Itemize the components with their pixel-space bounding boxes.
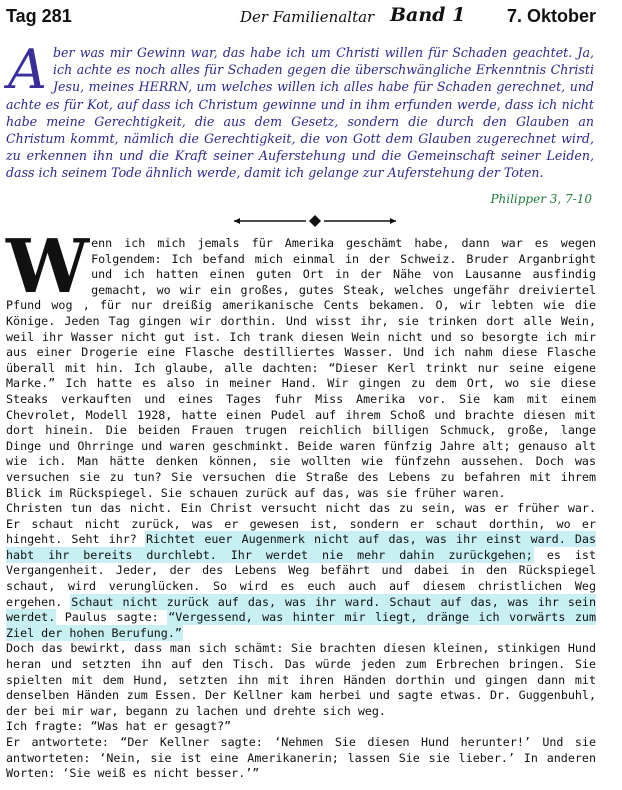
verse-text: ber was mir Gewinn war, das habe ich um Christi willen für Schaden geachtet. Ja, ich achte es noch alles für Schaden gegen die überschwängliche Erkenntnis Christi Jesu, meines HERRN, um welches willen ich alles habe für Schaden gerechnet, und achte es für Kot, auf dass ich Christum gewinne und in ihm erfunden werde, dass ich nicht habe meine Gerechtigkeit, die aus dem Gesetz, sondern die durch den Glauben an Christum kommt, nämlich die Gerechtigkeit, die von Gott dem Glauben zugerechnet wird, zu erkennen ihn und die Kraft seiner Auferstehung und die Gemeinschaft seiner Leiden, dass ich seinem Tode ähnlich werde, damit ich gelange zur Auferstehung der Toten. <box>6 45 594 181</box>
paragraph-2-text-a: Christen tun das nicht. Ein Christ versucht nicht das zu sein, was er früher war. Er schaut nicht zurück, was er gewesen ist, sondern er schaut dorthin, wo er hingeht. Seht ihr? <box>6 501 596 547</box>
devotional-body <box>6 224 596 782</box>
verse-initial: A <box>8 38 47 101</box>
paragraph-1 <box>6 224 596 501</box>
paragraph-2-text-b: es ist Vergangenheit. Jeder, der des Lebens Weg befährt und dabei in den Rückspiegel schaut, wird verunglücken. So wird es euch auch auf diesem christlichen Weg ergehen. <box>6 547 596 609</box>
paragraph-4: Ich fragte: “Was hat er gesagt?” <box>6 719 232 734</box>
paragraph-1-text: enn ich mich jemals für Amerika geschämt habe, dann war es wegen Folgendem: Ich befand mich einmal in der Schweiz. Bruder Arganbright und ich hatten einen guten Ort in der Nähe von Lausanne ausfindig gemacht, wo wir ein großes, gutes Steak, welches ungefähr dreiviertel Pfund wog , für nur dreißig amerikanische Cents bekamen. O, wir lebten wie die Könige. Jeden Tag gingen wir dorthin. Und wisst ihr, sie trinken dort alle Wein, weil ihr Wasser nicht gut ist. Ich trank diesen Wein nicht und so besorgte ich mir aus einer Drogerie eine Flasche destilliertes Wasser. Und ich nahm diese Flasche überall mit hin. Ich glaube, alle dachten: “Dieser Kerl trinkt nur seine eigene Marke.” Ich hatte es also in meiner Hand. Wir gingen zu dem Ort, wo sie diese Steaks verkauften und eines Tages fuhr Miss Amerika vor. Sie kam mit einem Chevrolet, Modell 1928, hatte einen Pudel auf ihrem Schoß und brachte diesen mit dort hinein. Die beiden Frauen trugen reichlich billigen Schmuck, große, lange Dinge und Ohrringe und waren geschminkt. Beide waren fünfzig Jahre alt; genauso alt wie ich. Man hätte denken können, sie wollten wie fünfzehn aussehen. Doch was versuchen sie zu tun? Sie versuchen die Straße des Lebens zu befahren mit ihrem Blick im Rückspiegel. Sie schauen zurück auf das, was sie früher waren. <box>6 236 596 500</box>
page-header <box>0 0 622 34</box>
paragraph-3: Doch das bewirkt, dass man sich schämt: Sie brachten diesen kleinen, stinkigen Hund heran und setzten ihn auf den Tisch. Das würde jeden zum Erbrechen bringen. Sie spielten mit dem Hund, setzten ihn mit ihren Händen dorthin und gingen dann mit denselben Händen zum Essen. Der Kellner kam herbei und sagte etwas. Dr. Guggenbuhl, der bei mir war, begann zu lachen und drehte sich weg. <box>6 641 596 718</box>
page-date: 7. Oktober <box>506 6 596 26</box>
series-title: Der Familienaltar <box>240 8 375 26</box>
highlighted-text: Schaut nicht zurück auf das, was ihr ward. Schaut auf das, was ihr sein werdet. <box>6 594 596 625</box>
paragraph-5: Er antwortete: “Der Kellner sagte: ‘Nehmen Sie diesen Hund herunter!’ Und sie antworteten: ‘Nein, sie ist eine Amerikanerin; lassen Sie sie lieber.’ In anderen Worten: ‘Sie weiß es nicht besser.’” <box>6 735 596 781</box>
day-number: Tag 281 <box>6 6 72 26</box>
highlighted-text: “Vergessend, was hinter mir liegt, dränge ich vorwärts zum Ziel der hohen Berufung.” <box>6 610 596 640</box>
highlighted-text: Richtet euer Augenmerk nicht auf das, was ihr einst ward. Das habt ihr bereits durchlebt. Ihr werdet nie mehr dahin zurückgehen; <box>6 532 596 562</box>
drop-cap: W <box>6 224 86 310</box>
paragraph-2 <box>6 501 596 641</box>
volume-label: Band 1 <box>390 4 466 26</box>
bible-verse <box>6 38 594 182</box>
paragraph-2-text-c: Paulus sagte: <box>64 610 159 625</box>
divider-ornament-icon <box>230 214 400 228</box>
verse-reference: Philipper 3, 7-10 <box>490 192 592 206</box>
